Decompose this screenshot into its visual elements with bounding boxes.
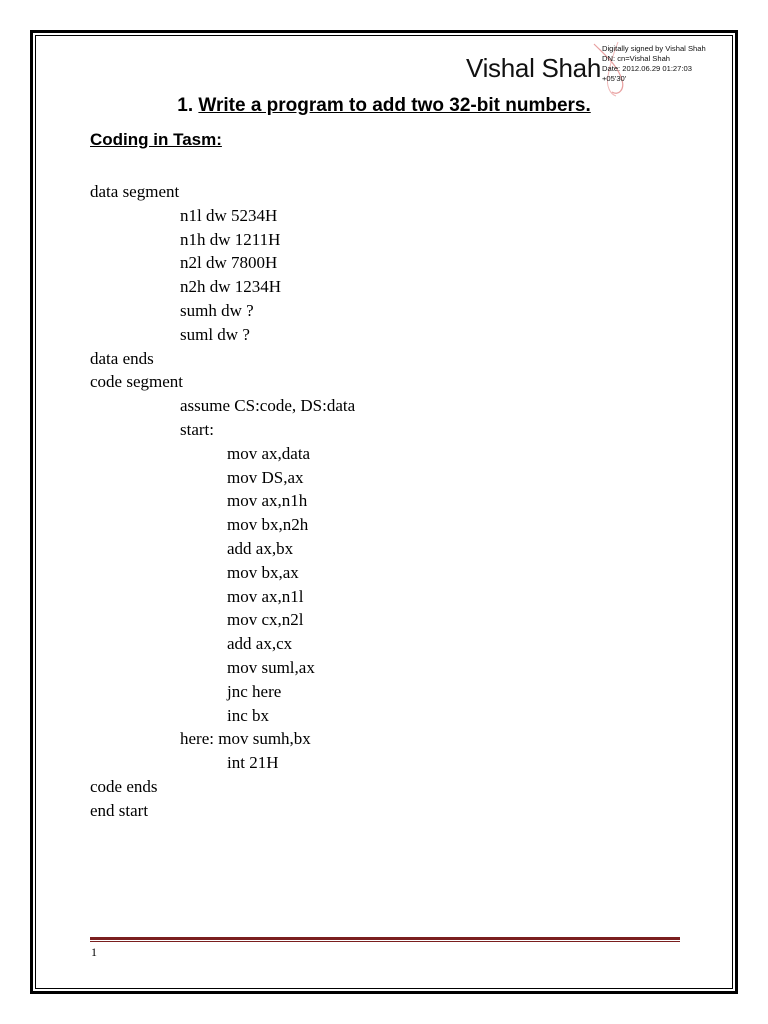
- signature-detail-signed-by: Digitally signed by Vishal Shah: [602, 44, 706, 53]
- code-line: add ax,cx: [227, 634, 293, 654]
- code-line: jnc here: [227, 681, 282, 701]
- code-line: mov ax,n1h: [227, 491, 308, 511]
- code-line: n2h dw 1234H: [180, 277, 282, 297]
- code-line: data ends: [90, 348, 154, 368]
- signature-detail-timezone: +05'30': [602, 74, 627, 83]
- code-line: assume CS:code, DS:data: [180, 396, 356, 416]
- code-line: mov DS,ax: [227, 467, 304, 487]
- code-line: code segment: [90, 372, 183, 392]
- footer-rule: [90, 937, 680, 943]
- footer-rule-thick: [90, 937, 680, 940]
- code-line: mov suml,ax: [227, 657, 315, 677]
- signature-name: Vishal Shah: [466, 53, 601, 83]
- code-line: here: mov sumh,bx: [180, 729, 311, 749]
- code-line: mov cx,n2l: [227, 610, 304, 630]
- code-line: mov bx,ax: [227, 562, 299, 582]
- code-line: mov ax,data: [227, 443, 311, 463]
- code-line: n1h dw 1211H: [180, 229, 281, 249]
- code-line: inc bx: [227, 705, 270, 725]
- code-line: n1l dw 5234H: [180, 205, 278, 225]
- code-listing: [90, 180, 355, 823]
- page-number: 1: [91, 945, 97, 959]
- code-line: suml dw ?: [180, 324, 250, 344]
- code-line: add ax,bx: [227, 538, 294, 558]
- title-number: 1.: [177, 95, 194, 116]
- code-line: mov bx,n2h: [227, 515, 309, 535]
- section-heading: Coding in Tasm:: [90, 130, 222, 149]
- footer-rule-thin: [90, 941, 680, 942]
- code-line: end start: [90, 800, 149, 820]
- code-line: mov ax,n1l: [227, 586, 304, 606]
- signature-detail-date: Date: 2012.06.29 01:27:03: [602, 64, 692, 73]
- code-line: int 21H: [227, 753, 279, 773]
- digital-signature: [466, 40, 736, 100]
- code-line: start:: [180, 419, 214, 439]
- code-line: n2l dw 7800H: [180, 253, 278, 273]
- code-line: sumh dw ?: [180, 300, 254, 320]
- page-title: [0, 95, 768, 117]
- code-line: data segment: [90, 182, 180, 201]
- signature-detail-dn: DN: cn=Vishal Shah: [602, 54, 671, 63]
- code-line: code ends: [90, 776, 158, 796]
- signature-details: [602, 44, 706, 84]
- title-text: Write a program to add two 32-bit numbers.: [198, 95, 591, 116]
